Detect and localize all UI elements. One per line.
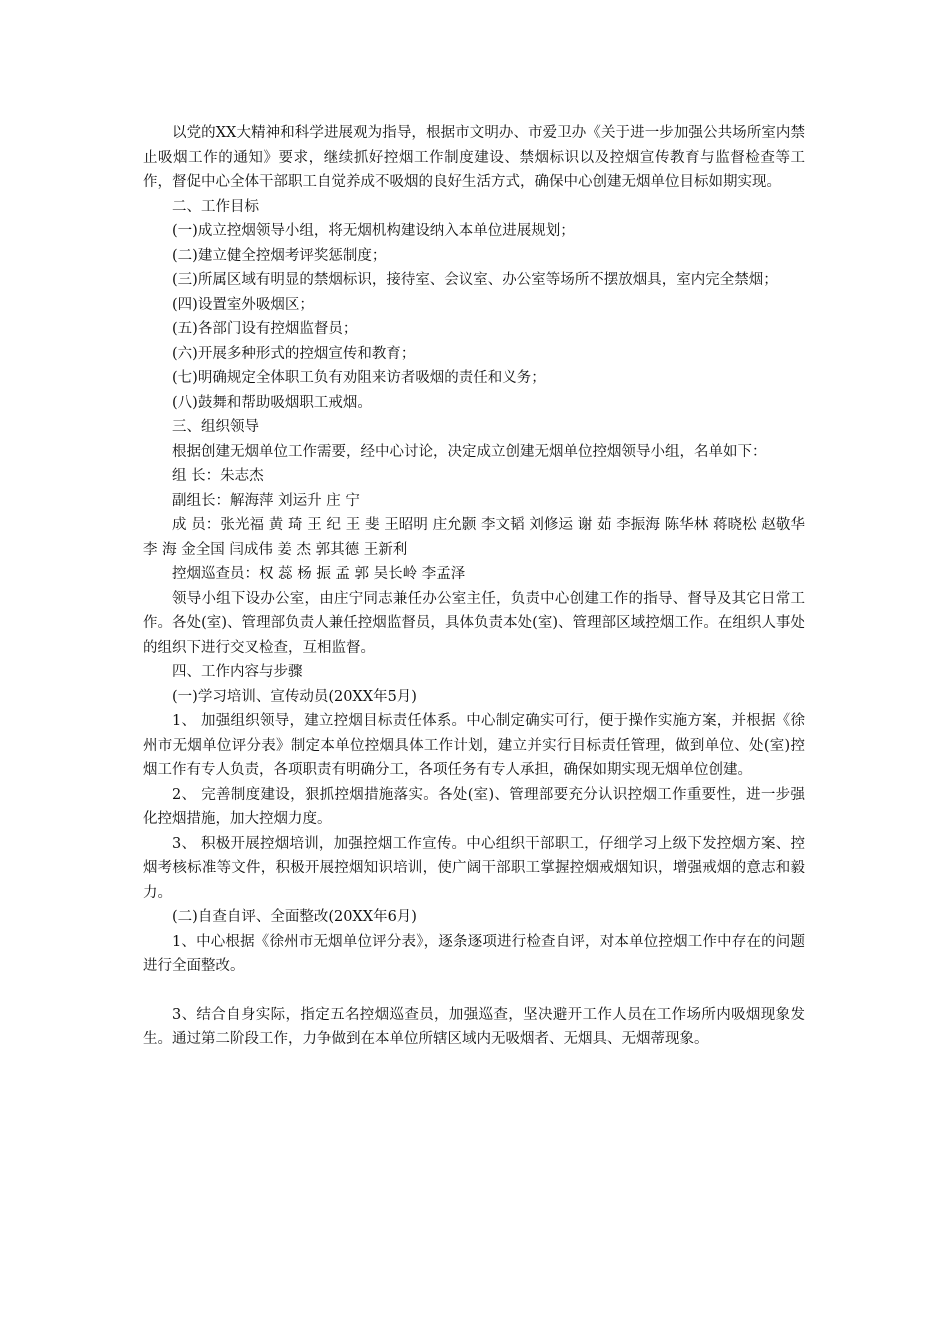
goal-item: (二)建立健全控烟考评奖惩制度； (172, 247, 387, 264)
deputy-leaders: 副组长：解海萍 刘运升 庄 宁 (172, 492, 360, 509)
section-heading-organization: 三、组织领导 (172, 419, 259, 435)
document-body (143, 121, 805, 1052)
step-item: 1、 加强组织领导，建立控烟目标责任体系。中心制定确实可行，便于操作实施方案，并根据《徐州市无烟单位评分表》制定本单位控烟具体工作计划，建立并实行目标责任管理，做到单位、处(室)控烟工作有专人负责，各项职责有明确分工，各项任务有专人承担，确保如期实现无烟单位创建。 (143, 713, 805, 778)
intro-paragraph: 以党的XX大精神和科学进展观为指导，根据市文明办、市爱卫办《关于进一步加强公共场所室内禁止吸烟工作的通知》要求，继续抓好控烟工作制度建设、禁烟标识以及控烟宣传教育与监督检查等工作，督促中心全体干部职工自觉养成不吸烟的良好生活方式，确保中心创建无烟单位目标如期实现。 (143, 125, 805, 190)
group-leader: 组 长：朱志杰 (172, 468, 264, 484)
goal-item: (五)各部门设有控烟监督员； (172, 321, 358, 337)
goal-item: (一)成立控烟领导小组，将无烟机构建设纳入本单位进展规划； (172, 223, 575, 239)
inspectors: 控烟巡查员：权 蕊 杨 振 孟 郭 吴长岭 李孟泽 (172, 566, 466, 582)
section-heading-steps: 四、工作内容与步骤 (172, 664, 303, 680)
step-item: 3、 积极开展控烟培训，加强控烟工作宣传。中心组织干部职工，仔细学习上级下发控烟方案、控烟考核标准等文件，积极开展控烟知识培训，使广阔干部职工掌握控烟戒烟知识，增强戒烟的意志和毅力。 (143, 835, 805, 901)
step-item: 1、中心根据《徐州市无烟单位评分表》，逐条逐项进行检查自评，对本单位控烟工作中存在的问题进行全面整改。 (143, 933, 805, 974)
step-item: 2、 完善制度建设，狠抓控烟措施落实。各处(室)、管理部要充分认识控烟工作重要性，进一步强化控烟措施，加大控烟力度。 (143, 786, 805, 827)
goal-item: (三)所属区域有明显的禁烟标识，接待室、会议室、办公室等场所不摆放烟具，室内完全禁烟； (172, 272, 778, 288)
goal-item: (八)鼓舞和帮助吸烟职工戒烟。 (172, 394, 372, 411)
office-description: 领导小组下设办公室，由庄宁同志兼任办公室主任，负责中心创建工作的指导、督导及其它日常工作。各处(室)、管理部负责人兼任控烟监督员，具体负责本处(室)、管理部区域控烟工作。在组织人事处的组织下进行交叉检查，互相监督。 (143, 590, 805, 656)
group-members: 成 员：张光福 黄 琦 王 纪 王 斐 王昭明 庄允颢 李文韬 刘修运 谢 茹 李振海 陈华林 蒋晓松 赵敬华 李 海 金全国 闫成伟 姜 杰 郭其德 王新利 (143, 517, 805, 558)
step-item: 3、结合自身实际，指定五名控烟巡查员，加强巡查，坚决避开工作人员在工作场所内吸烟现象发生。通过第二阶段工作，力争做到在本单位所辖区域内无吸烟者、无烟具、无烟蒂现象。 (143, 1006, 805, 1047)
phase-heading: (一)学习培训、宣传动员(20XX年5月) (172, 688, 417, 705)
goal-item: (六)开展多种形式的控烟宣传和教育； (172, 345, 416, 362)
phase-heading: (二)自查自评、全面整改(20XX年6月) (172, 909, 417, 925)
organization-intro: 根据创建无烟单位工作需要，经中心讨论，决定成立创建无烟单位控烟领导小组，名单如下： (172, 443, 767, 460)
goal-item: (七)明确规定全体职工负有劝阻来访者吸烟的责任和义务； (172, 370, 546, 386)
section-heading-goals: 二、工作目标 (172, 198, 259, 215)
goal-item: (四)设置室外吸烟区； (172, 296, 314, 313)
